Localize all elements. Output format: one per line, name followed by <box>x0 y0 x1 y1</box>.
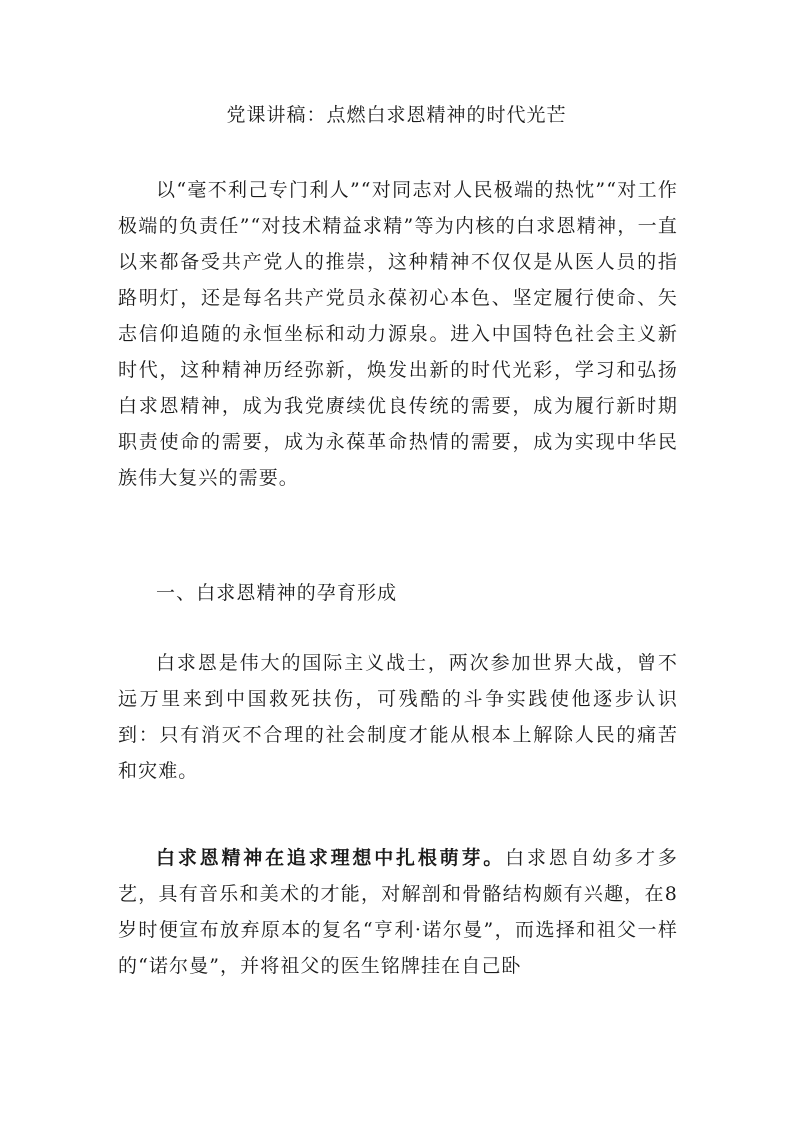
section-paragraph: 白求恩是伟大的国际主义战士，两次参加世界大战，曾不远万里来到中国救死扶伤，可残酷的斗争实践使他逐步认识到：只有消灭不合理的社会制度才能从根本上解除人民的痛苦和灾难。 <box>118 652 678 782</box>
document-title: 党课讲稿：点燃白求恩精神的时代光芒 <box>226 104 567 126</box>
paragraph-body: 白求恩自幼多才多艺，具有音乐和美术的才能，对解剖和骨骼结构颇有兴趣，在8岁时便宣布放弃原本的复名“亨利·诺尔曼”，而选择和祖父一样的“诺尔曼”，并将祖父的医生铭牌挂在自己卧 <box>118 847 678 977</box>
intro-paragraph: 以“毫不利己专门利人”“对同志对人民极端的热忱”“对工作极端的负责任”“对技术精益求精”等为内核的白求恩精神，一直以来都备受共产党人的推崇，这种精神不仅仅是从医人员的指路明灯，还是每名共产党员永葆初心本色、坚定履行使命、矢志信仰追随的永恒坐标和动力源泉。进入中国特色社会主义新时代，这种精神历经弥新，焕发出新的时代光彩，学习和弘扬白求恩精神，成为我党赓续优良传统的需要，成为履行新时期职责使命的需要，成为永葆革命热情的需要，成为实现中华民族伟大复兴的需要。 <box>118 179 678 489</box>
section-paragraph-2 <box>118 840 678 984</box>
section-heading: 一、白求恩精神的孕育形成 <box>156 582 398 604</box>
paragraph-lead-sentence: 白求恩精神在追求理想中扎根萌芽。 <box>156 847 506 869</box>
